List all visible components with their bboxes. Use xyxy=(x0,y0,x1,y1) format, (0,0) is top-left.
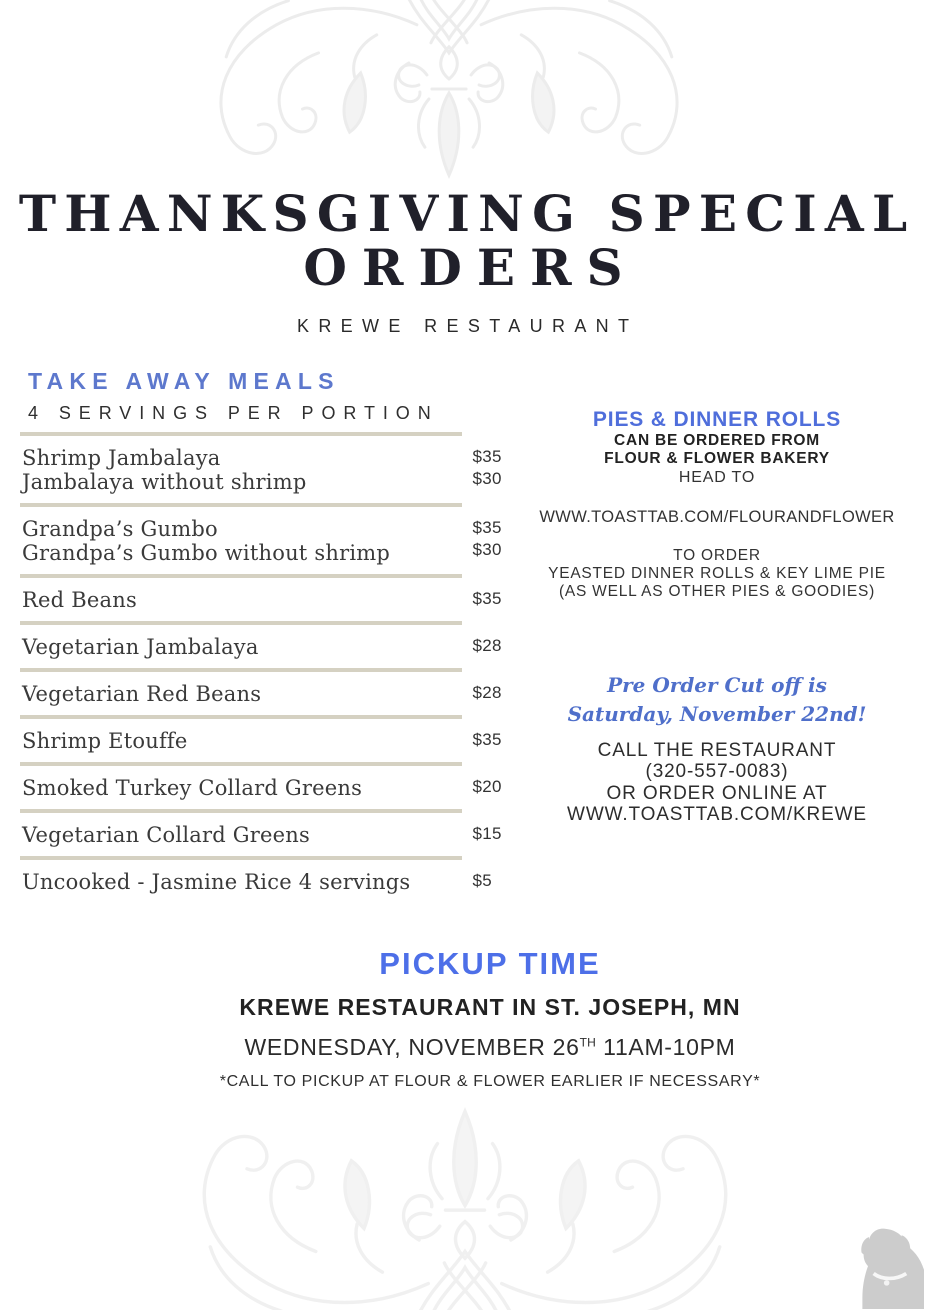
menu-item-price: $30 xyxy=(472,540,502,560)
menu-items xyxy=(20,432,516,903)
restaurant-name: KREWE RESTAURANT xyxy=(296,316,639,336)
preorder-cutoff-line2: Saturday, November 22nd! xyxy=(567,701,867,726)
menu-item-row xyxy=(20,856,516,903)
menu-item-row xyxy=(20,762,516,809)
takeaway-menu xyxy=(20,368,516,903)
krewe-url: WWW.TOASTTAB.COM/KREWE xyxy=(567,804,867,825)
pies-order-block xyxy=(528,547,906,602)
menu-item-price: $28 xyxy=(472,683,502,703)
pies-head-to: HEAD TO xyxy=(678,468,756,486)
call-info-block xyxy=(528,740,906,825)
menu-subheading: 4 SERVINGS PER PORTION xyxy=(28,402,439,423)
menu-item-name: Shrimp Etouffe xyxy=(22,729,188,754)
menu-item-name: Jambalaya without shrimp xyxy=(22,470,307,495)
pies-order-line2: (AS WELL AS OTHER PIES & GOODIES) xyxy=(558,583,876,601)
title-block xyxy=(0,186,926,337)
pies-bold-line2: FLOUR & FLOWER BAKERY xyxy=(604,450,830,468)
menu-heading: TAKE AWAY MEALS xyxy=(28,368,340,394)
flourandflower-url: WWW.TOASTTAB.COM/FLOURANDFLOWER xyxy=(539,507,895,526)
menu-item-row xyxy=(20,432,516,503)
menu-item-name: Shrimp Jambalaya xyxy=(22,446,221,471)
call-line2: OR ORDER ONLINE AT xyxy=(606,782,828,804)
pickup-heading: PICKUP TIME xyxy=(379,946,601,981)
menu-item-price: $28 xyxy=(472,636,502,656)
menu-item-row xyxy=(20,668,516,715)
damask-flourish-icon xyxy=(168,0,730,186)
menu-item-row xyxy=(20,715,516,762)
menu-item-name: Vegetarian Collard Greens xyxy=(22,823,311,848)
pickup-date xyxy=(54,1034,926,1061)
pickup-note: *CALL TO PICKUP AT FLOUR & FLOWER EARLIER IF NECESSARY* xyxy=(219,1073,761,1090)
page-title-line2: ORDERS xyxy=(303,238,638,297)
menu-item-name: Red Beans xyxy=(22,588,137,613)
pickup-date-main: WEDNESDAY, NOVEMBER 26 xyxy=(244,1034,580,1060)
preorder-cutoff-line1: Pre Order Cut off is xyxy=(607,673,827,698)
menu-item-price: $30 xyxy=(472,469,502,489)
menu-item-row xyxy=(20,503,516,574)
menu-item-row xyxy=(20,809,516,856)
menu-item-row xyxy=(20,574,516,621)
pickup-section xyxy=(0,946,926,1091)
pickup-location: KREWE RESTAURANT IN ST. JOSEPH, MN xyxy=(239,994,741,1020)
pies-bold-line1: CAN BE ORDERED FROM xyxy=(614,432,820,450)
phone-number: (320-557-0083) xyxy=(645,761,789,783)
damask-flourish-mirrored-icon xyxy=(70,1100,860,1310)
menu-item-price: $20 xyxy=(472,777,502,797)
menu-item-price: $35 xyxy=(472,518,502,538)
pies-order-line1: YEASTED DINNER ROLLS & KEY LIME PIE xyxy=(548,564,886,582)
menu-item-name: Vegetarian Red Beans xyxy=(22,682,262,707)
menu-item-name: Grandpa’s Gumbo xyxy=(22,517,218,542)
menu-item-name: Smoked Turkey Collard Greens xyxy=(22,776,363,801)
pies-heading: PIES & DINNER ROLLS xyxy=(592,408,842,431)
menu-item-price: $35 xyxy=(472,447,502,467)
pickup-date-hours: 11AM-10PM xyxy=(596,1034,736,1060)
menu-item-name: Uncooked - Jasmine Rice 4 servings xyxy=(22,870,411,895)
menu-item-price: $35 xyxy=(472,730,502,750)
menu-item-price: $35 xyxy=(472,589,502,609)
menu-item-name: Grandpa’s Gumbo without shrimp xyxy=(22,541,391,566)
dog-watermark-icon xyxy=(840,1224,924,1310)
page-title-line1: THANKSGIVING SPECIAL xyxy=(18,184,916,243)
pickup-date-ordinal: TH xyxy=(579,1035,597,1050)
pies-to-order: TO ORDER xyxy=(673,546,761,564)
pies-info-column xyxy=(528,408,906,825)
call-line1: CALL THE RESTAURANT xyxy=(597,740,837,762)
preorder-cutoff xyxy=(528,671,906,728)
menu-item-name: Vegetarian Jambalaya xyxy=(22,635,259,660)
menu-item-price: $15 xyxy=(472,824,502,844)
menu-item-price: $5 xyxy=(472,871,493,891)
menu-item-row xyxy=(20,621,516,668)
